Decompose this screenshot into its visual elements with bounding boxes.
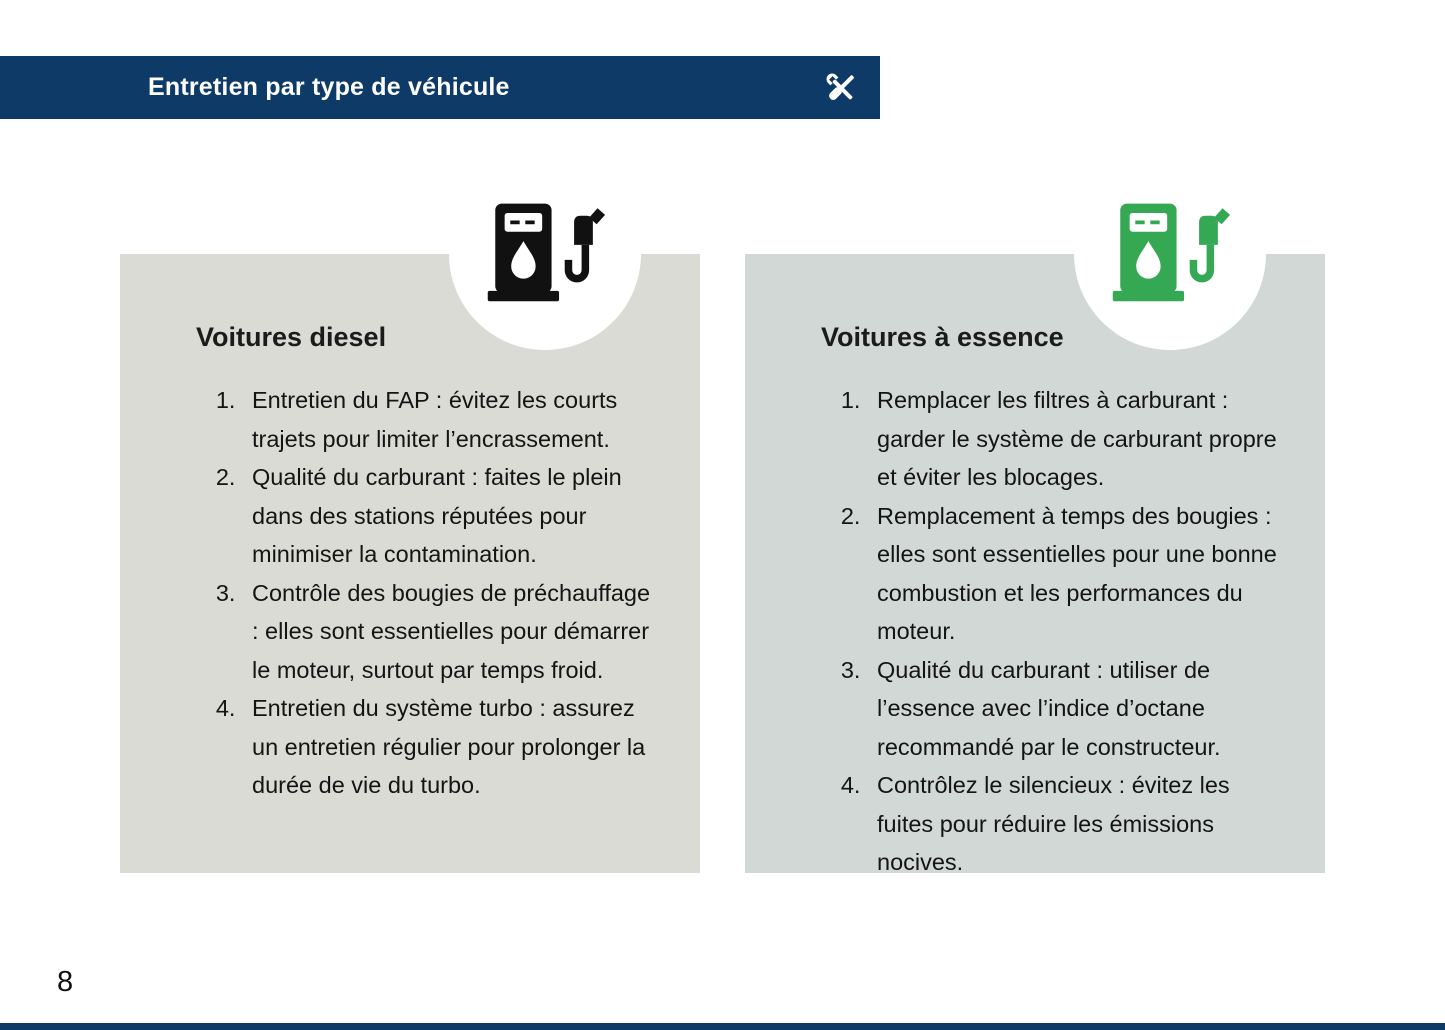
fuel-pump-icon: [1109, 193, 1231, 309]
fuel-pump-icon: [484, 193, 606, 309]
card-diesel: [120, 254, 700, 873]
tools-icon: [820, 67, 862, 109]
list-item: 1. Entretien du FAP : évitez les courts trajets pour limiter l’encrassement.: [242, 381, 652, 458]
bottom-rule: [0, 1023, 1445, 1030]
page-number: 8: [57, 966, 74, 998]
list-item: 4. Entretien du système turbo : assurez un entretien régulier pour prolonger la durée de vie du turbo.: [242, 689, 652, 805]
card-title: Voitures diesel: [196, 322, 387, 352]
section-title: Entretien par type de véhicule: [148, 73, 510, 101]
maintenance-list-diesel: [120, 381, 700, 805]
list-item: 4. Contrôlez le silencieux : évitez les fuites pour réduire les émissions nocives.: [867, 766, 1277, 882]
list-item: 1. Remplacer les filtres à carburant : garder le système de carburant propre et éviter les blocages.: [867, 381, 1277, 497]
list-item: 2. Qualité du carburant : faites le plein dans des stations réputées pour minimiser la contamination.: [242, 458, 652, 574]
card-essence: [745, 254, 1325, 873]
list-item: 3. Qualité du carburant : utiliser de l’essence avec l’indice d’octane recommandé par le constructeur.: [867, 651, 1277, 767]
section-header: [0, 56, 880, 119]
maintenance-list-essence: [745, 381, 1325, 882]
list-item: 2. Remplacement à temps des bougies : elles sont essentielles pour une bonne combustion et les performances du moteur.: [867, 497, 1277, 651]
card-title: Voitures à essence: [821, 322, 1064, 352]
list-item: 3. Contrôle des bougies de préchauffage : elles sont essentielles pour démarrer le moteur, surtout par temps froid.: [242, 574, 652, 690]
